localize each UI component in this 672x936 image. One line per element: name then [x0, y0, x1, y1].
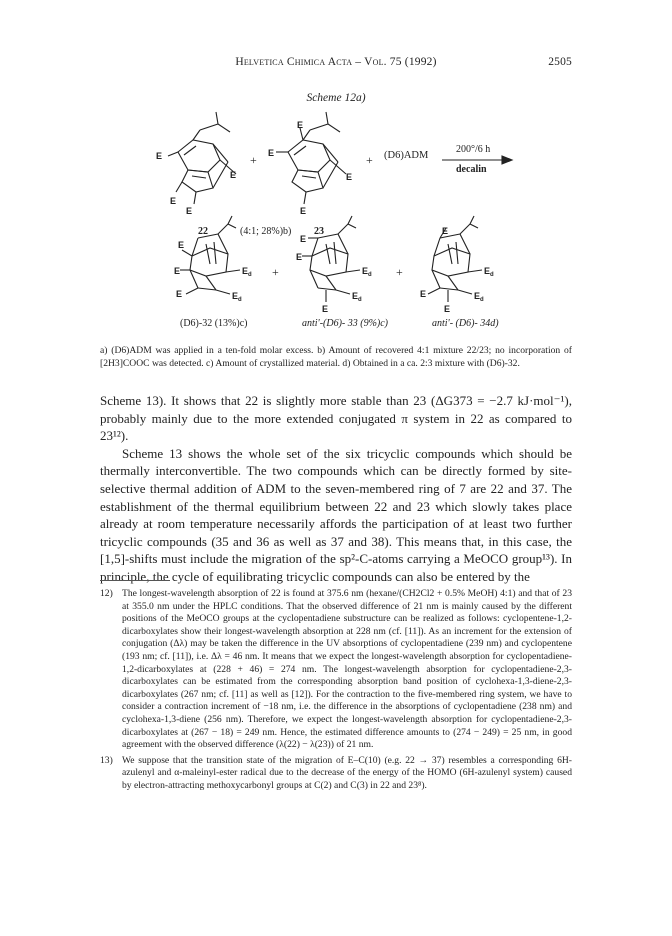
footnotes: [100, 588, 572, 796]
atom-label-ed: $E_d$: [362, 266, 372, 278]
atom-label-e: E: [174, 266, 181, 276]
footnote-text: The longest-wavelength absorption of 22 is found at 375.6 nm (hexane/(CH2Cl2 + 0.5% MeOH) 4:1) and that of 23 at 355.0 nm under the HPLC conditions. That the observed difference of 21 nm is mainly caused by the different positions of the MeOCO groups at the cyclopentadiene substructure can be realized as follows: cyclopentene-1,2-dicarboxylates show their longest-wavelength absorption at 228 nm (cf. [11]). As an increment for the extension of conjugation (Δλ) may be taken the difference in the UV absorptions of cyclopentadiene (239 nm) and cyclopentene (193 nm; cf. [11]), i.e. Δλ = 46 nm. It means that we expect the longest-wavelength absorption for cyclopentadiene-1,2-dicarboxylates at (228 + 46) = 274 nm. The longest-wavelength absorption for cyclopentadiene-2,3-dicarboxylates can be estimated from the corresponding absorption band position of cyclohexa-1,3-diene-2,3-dicarboxylates (267 nm; cf. [11] as well as [12]). For the contraction to the five-membered ring system, we have to consider a contraction increment of −18 nm, i.e. the difference in the absorptions of cyclopentadiene (238 nm) and cyclohexa-1,3-diene (256 nm). Therefore, we expect the longest-wavelength absorption for cyclopentadiene-2,3-dicarboxylates at (267 − 18) = 249 nm. Hence, the estimated difference amounts to (274 − 249) = 25 nm, in good agreement with the observed difference (λ(22) − λ(23)) of 21 nm.: [122, 588, 572, 751]
reagent-label: (D6)ADM: [384, 150, 429, 161]
atom-label-e: E: [176, 289, 183, 299]
atom-label-e: E: [322, 304, 329, 314]
atom-label-e: E: [170, 196, 177, 206]
ratio-label: (4:1; 28%)b): [240, 226, 292, 237]
footnote-13: [100, 755, 572, 793]
body-text: [100, 392, 572, 586]
product-32: [180, 216, 240, 294]
atom-label-e: E: [300, 206, 307, 216]
atom-label-e: E: [444, 304, 451, 314]
footnote-mark: 13): [100, 754, 113, 766]
atom-label-ed: $E_d$: [232, 291, 242, 303]
atom-label-e: E: [268, 148, 275, 158]
plus-sign: +: [250, 153, 257, 167]
atom-label-e: E: [442, 226, 449, 236]
structure-23: [276, 112, 346, 204]
plus-sign: +: [396, 265, 403, 279]
footnote-12: [100, 588, 572, 752]
product-33-label: anti'-(D6)- 33 (9%)c): [302, 318, 388, 329]
conditions-top: 200°/6 h: [456, 144, 491, 155]
scheme-footnotes: a) (D6)ADM was applied in a ten-fold molar excess. b) Amount of recovered 4:1 mixture 22/23; no incorporation of [2H3]COOC was detected. c) Amount of crystallized material. d) Obtained in a ca. 2:3 mixture with (D6)-32.: [100, 345, 572, 369]
atom-label-e: E: [420, 289, 427, 299]
page-number: 2505: [548, 56, 572, 68]
compound-23-label: 23: [314, 226, 324, 237]
scheme-title: Scheme 12a): [306, 92, 366, 104]
footnote-mark: 12): [100, 588, 113, 599]
paragraph: Scheme 13 shows the whole set of the six tricyclic compounds which should be thermally interconvertible. The two compounds which can be directly formed by site-selective thermal addition of ADM to the seven-membered ring of 7 are 22 and 37. The establishment of the thermal equilibrium between 22 and 23 which slowly takes place already at room temperature necessarily affords the participation of at least two further tricyclic compounds (35 and 36 as well as 37 and 38). This means that, in this case, the [1,5]-shifts must include the migration of the sp²-C-atoms carrying a MeOCO group¹³). In principle, the cycle of equilibrating tricyclic compounds can also be entered by the: [100, 445, 572, 584]
atom-label-e: E: [156, 151, 163, 161]
atom-label-e: E: [230, 170, 237, 180]
footnote-rule: [100, 580, 170, 581]
atom-label-e: E: [297, 120, 304, 130]
atom-label-ed: $E_d$: [352, 291, 362, 303]
atom-label-ed: $E_d$: [484, 266, 494, 278]
compound-22-label: 22: [198, 226, 208, 237]
atom-label-e: E: [346, 172, 353, 182]
paragraph: Scheme 13). It shows that 22 is slightly more stable than 23 (ΔG373 = −2.7 kJ·mol⁻¹), probably mainly due to the more extended conjugated π system in 22 as compared to 23¹²).: [100, 393, 572, 444]
atom-label-ed: $E_d$: [474, 291, 484, 303]
plus-sign: +: [272, 265, 279, 279]
conditions-bottom: decalin: [456, 164, 487, 175]
running-header: [100, 56, 572, 68]
atom-label-e: E: [186, 206, 193, 216]
journal-title: Helvetica Chimica Acta – Vol. 75 (1992): [235, 56, 437, 68]
footnote-text: We suppose that the transition state of the migration of E–C(10) (e.g. 22 → 37) resembles a corresponding 6H-azulenyl and α-maleinyl-ester radical due to the decrease of the energy of the HOMO (6H-azulenyl system) caused by electron-attracting methoxycarbonyl groups at C(2) and C(3) in 22 and 23⁸).: [122, 754, 572, 791]
atom-label-e: E: [300, 234, 307, 244]
product-34: [428, 216, 482, 302]
atom-label-e: E: [296, 252, 303, 262]
atom-label-ed: $E_d$: [242, 266, 252, 278]
structure-22: [168, 112, 236, 204]
product-34-label: anti'- (D6)- 34d): [432, 318, 499, 329]
atom-label-e: E: [178, 240, 185, 250]
plus-sign: +: [366, 153, 373, 167]
product-32-label: (D6)-32 (13%)c): [180, 318, 248, 329]
product-33: [302, 216, 360, 302]
scheme-12-drawing: [150, 108, 530, 318]
